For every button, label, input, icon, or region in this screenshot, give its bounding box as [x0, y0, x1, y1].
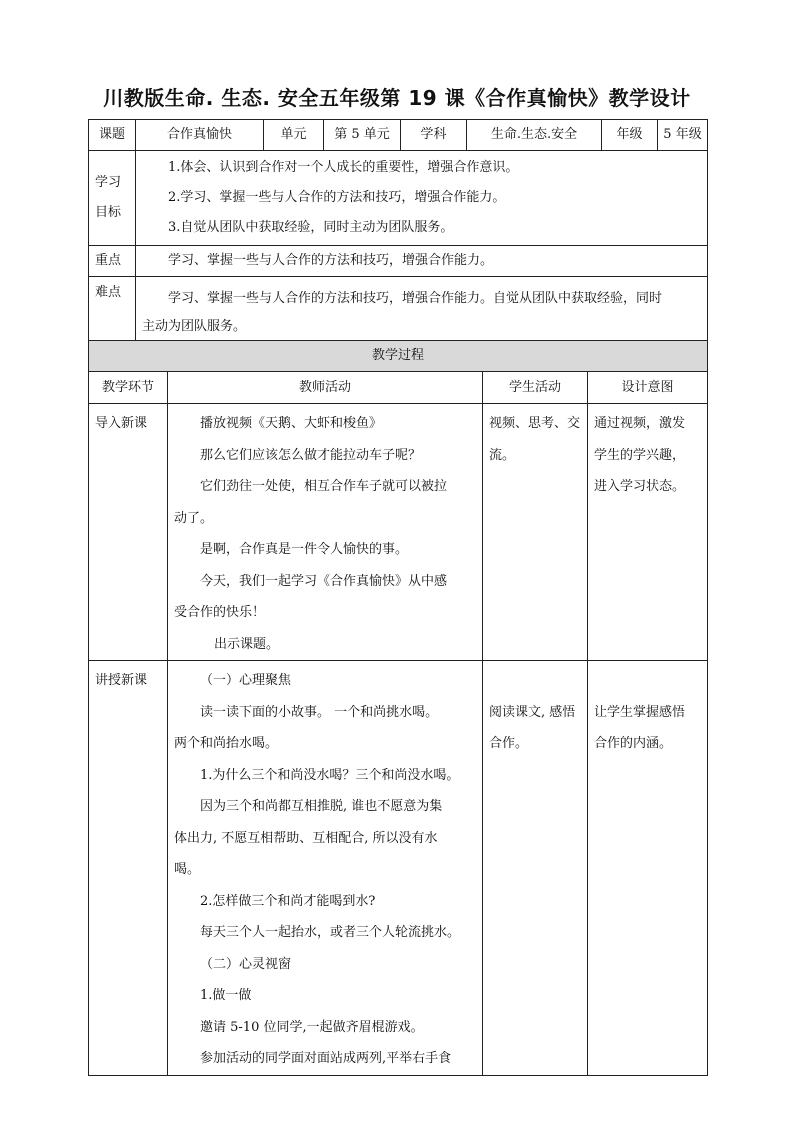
key-label: 重点: [89, 246, 136, 277]
lesson-value: 合作真愉快: [136, 120, 264, 151]
column-header: 学生活动: [483, 372, 588, 404]
lesson-label: 课题: [89, 120, 136, 151]
key-value: 学习、掌握一些与人合作的方法和技巧，增强合作能力。: [136, 246, 708, 277]
intro-design-intent: 通过视频，激发 学生的学兴趣， 进入学习状态。: [588, 404, 708, 661]
unit-value: 第 5 单元: [324, 120, 401, 151]
document-title: 川教版生命. 生态. 安全五年级第 19 课《合作真愉快》教学设计: [103, 86, 691, 110]
grade-value: 5 年级: [658, 120, 708, 151]
objective-item: 1.体会、认识到合作对一个人成长的重要性，增强合作意识。: [168, 160, 519, 175]
teach-teacher-activity: （一）心理聚焦 读一读下面的小故事。 一个和尚挑水喝。 两个和尚抬水喝。 1.为什么三个和尚没水喝？三个和尚没水喝。 因为三个和尚都互相推脱, 谁也不愿意为集 体出力, 不愿互相帮助、互相配合, 所以没有水 喝。 2.怎样做三个和尚才能喝到水? 每天三个人一起抬水，或者三个人轮流挑水。 （二）心灵视窗 1.做一做 邀请 5-10 位同学,一起做齐眉棍游戏。 参加活动的同学面对面站成两列,平举右手食: [168, 661, 483, 1076]
intro-student-activity: 视频、思考、交 流。: [483, 404, 588, 661]
intro-teacher-activity: 播放视频《天鹅、大虾和梭鱼》 那么它们应该怎么做才能拉动车子呢？ 它们劲往一处使，相互合作车子就可以被拉 动了。 是啊，合作真是一件令人愉快的事。 今天，我们一起学习《合作真愉快》从中感 受合作的快乐！ 出示课题。: [168, 404, 483, 661]
difficulty-label: 难点: [89, 277, 136, 342]
objective-item: 2.学习、掌握一些与人合作的方法和技巧，增强合作能力。: [168, 190, 506, 205]
subject-value: 生命.生态.安全: [467, 120, 602, 151]
unit-label: 单元: [264, 120, 324, 151]
process-header: 教学过程: [89, 341, 708, 372]
column-header: 教师活动: [168, 372, 483, 404]
column-header: 设计意图: [588, 372, 708, 404]
teaching-process-table: [88, 340, 708, 1076]
stage-teach: 讲授新课: [89, 661, 168, 1076]
objective-item: 3.自觉从团队中获取经验，同时主动为团队服务。: [168, 220, 454, 235]
teach-design-intent: 让学生掌握感悟 合作的内涵。: [588, 661, 708, 1076]
teach-student-activity: 阅读课文, 感悟 合作。: [483, 661, 588, 1076]
subject-label: 学科: [401, 120, 467, 151]
objectives-label: 学习 目标: [89, 151, 136, 246]
objectives-list: [136, 151, 708, 246]
grade-label: 年级: [602, 120, 658, 151]
column-header: 教学环节: [89, 372, 168, 404]
difficulty-value: 学习、掌握一些与人合作的方法和技巧，增强合作能力。自觉从团队中获取经验，同时 主动为团队服务。: [136, 277, 708, 342]
lesson-info-table: [88, 119, 708, 342]
stage-intro: 导入新课: [89, 404, 168, 661]
